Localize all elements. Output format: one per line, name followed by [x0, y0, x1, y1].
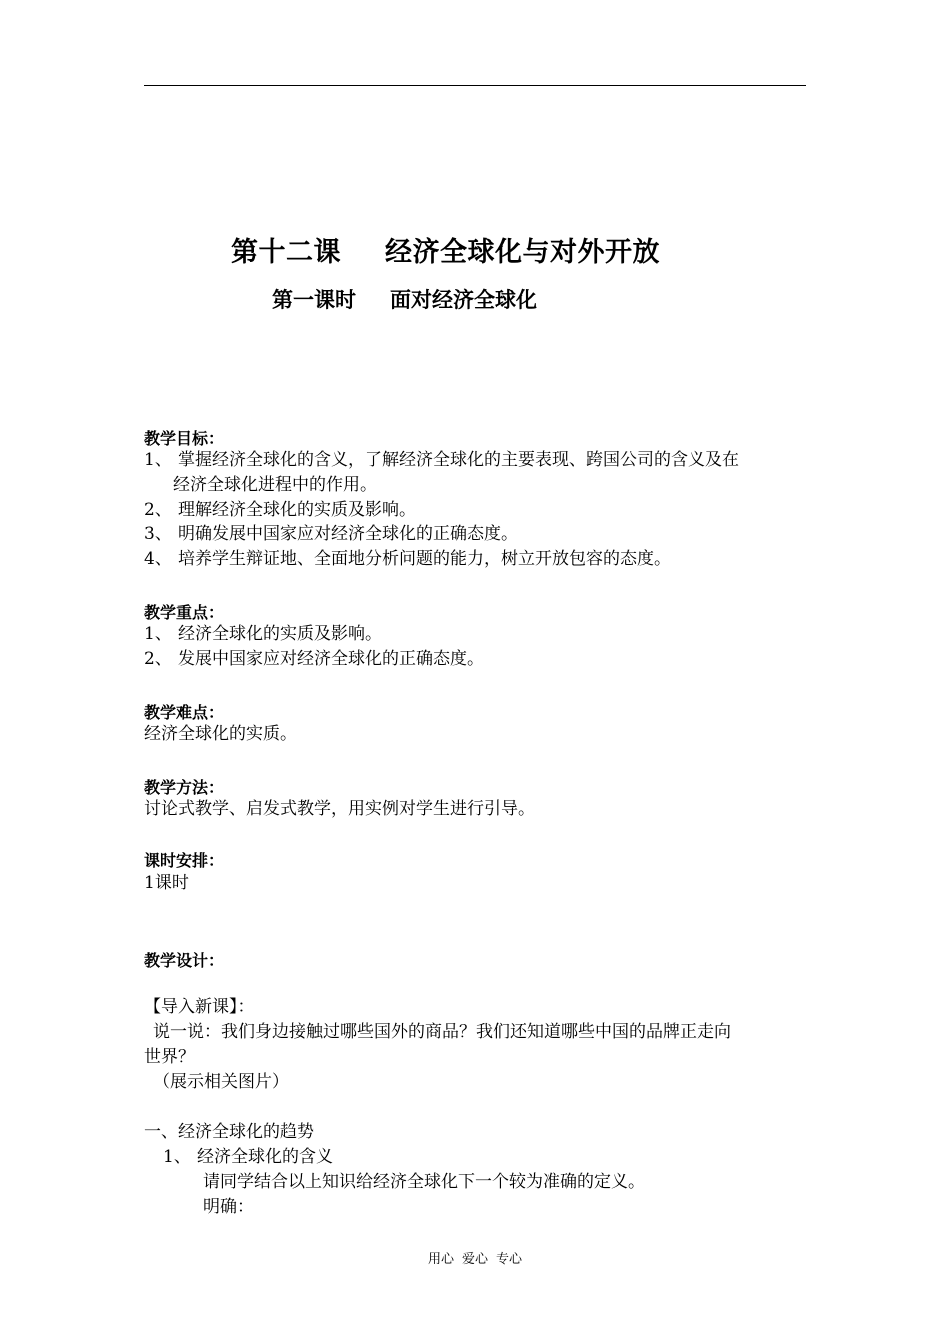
objective-item — [144, 498, 416, 522]
objectives-heading: 教学目标： — [144, 429, 225, 448]
objective-number: 3、 — [144, 524, 172, 544]
footer-text-a: 用心 — [427, 1252, 454, 1267]
subsection-number: 1、 — [163, 1147, 191, 1167]
subtitle-topic: 面对经济全球化 — [390, 288, 537, 312]
difficulty-heading: 教学难点： — [144, 703, 225, 722]
subtitle-period: 第一课时 — [272, 288, 356, 312]
intro-note: （展示相关图片） — [153, 1072, 289, 1092]
objective-text: 理解经济全球化的实质及影响。 — [178, 500, 416, 520]
key-point-number: 2、 — [144, 649, 172, 669]
subsection-title: 经济全球化的含义 — [197, 1147, 333, 1167]
key-point-number: 1、 — [144, 624, 172, 644]
key-points-heading: 教学重点： — [144, 603, 225, 622]
instruction-text: 请同学结合以上知识给经济全球化下一个较为准确的定义。 — [203, 1172, 645, 1192]
intro-label: 【导入新课】： — [144, 997, 255, 1017]
key-point-text: 经济全球化的实质及影响。 — [178, 624, 382, 644]
key-point-item — [144, 622, 382, 646]
difficulty-text: 经济全球化的实质。 — [144, 724, 297, 744]
design-heading: 教学设计： — [144, 951, 225, 970]
method-heading: 教学方法： — [144, 778, 225, 797]
objective-number: 4、 — [144, 549, 172, 569]
objective-text: 培养学生辩证地、全面地分析问题的能力，树立开放包容的态度。 — [178, 549, 671, 569]
clarify-label: 明确： — [203, 1197, 254, 1217]
method-text: 讨论式教学、启发式教学，用实例对学生进行引导。 — [144, 799, 535, 819]
section-heading: 一、经济全球化的趋势 — [144, 1122, 314, 1142]
lesson-subtitle — [272, 284, 537, 314]
lesson-title — [231, 230, 660, 269]
intro-question-line1: 说一说：我们身边接触过哪些国外的商品？我们还知道哪些中国的品牌正走向 — [153, 1022, 731, 1042]
objective-text: 明确发展中国家应对经济全球化的正确态度。 — [178, 524, 518, 544]
schedule-heading: 课时安排： — [144, 851, 225, 870]
key-point-text: 发展中国家应对经济全球化的正确态度。 — [178, 649, 484, 669]
key-point-item — [144, 647, 484, 671]
header-rule — [144, 85, 806, 86]
objective-text-continued: 经济全球化进程中的作用。 — [173, 475, 377, 495]
objective-item — [144, 547, 671, 571]
objective-item — [144, 522, 518, 546]
title-lesson-number: 第十二课 — [231, 237, 341, 268]
objective-number: 1、 — [144, 450, 172, 470]
intro-question-line2: 世界？ — [144, 1047, 195, 1067]
footer-text-c: 专心 — [496, 1252, 523, 1267]
objective-text: 掌握经济全球化的含义，了解经济全球化的主要表现、跨国公司的含义及在 — [178, 450, 739, 470]
page-footer — [0, 1248, 950, 1267]
title-lesson-name: 经济全球化与对外开放 — [385, 237, 660, 268]
objective-number: 2、 — [144, 500, 172, 520]
subsection-heading — [163, 1145, 333, 1169]
schedule-text: 1课时 — [144, 873, 189, 893]
objective-item — [144, 448, 739, 472]
footer-text-b: 爱心 — [461, 1252, 488, 1267]
